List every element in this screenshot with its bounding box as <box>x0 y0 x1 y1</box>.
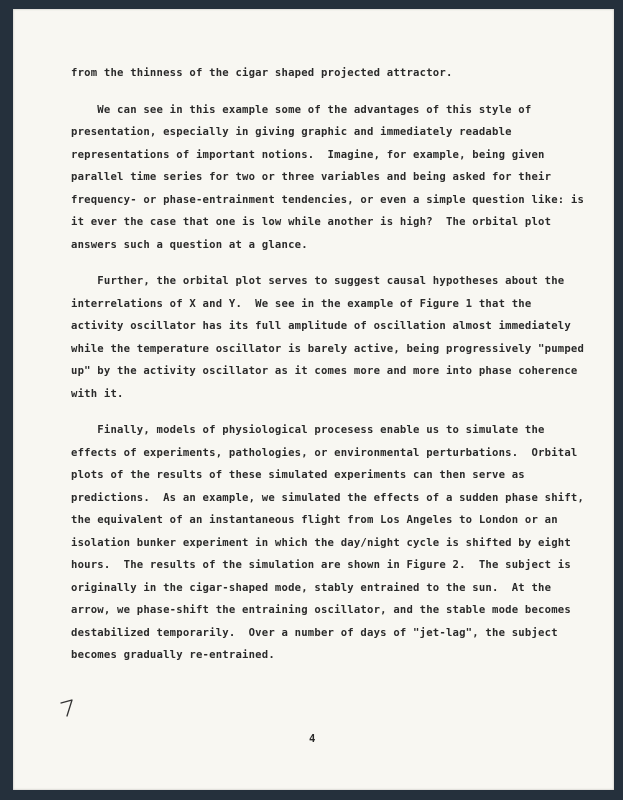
text-line: plots of the results of these simulated experiments can then serve as <box>71 469 525 481</box>
document-body <box>71 62 585 667</box>
text-line: originally in the cigar-shaped mode, stably entrained to the sun. At the <box>71 581 552 594</box>
text-line: it ever the case that one is low while another is high? The orbital plot <box>71 216 552 228</box>
page-number: 4 <box>309 733 316 745</box>
text-line: interrelations of X and Y. We see in the example of Figure 1 that the <box>71 297 532 310</box>
text-line: up" by the activity oscillator as it comes more and more into phase coherence <box>71 365 578 377</box>
text-line: parallel time series for two or three variables and being asked for their <box>71 171 552 183</box>
text-line: activity oscillator has its full amplitude of oscillation almost immediately <box>71 320 571 332</box>
text-line: becomes gradually re-entrained. <box>71 649 275 661</box>
paragraph-gap <box>71 85 553 99</box>
text-line: Finally, models of physiological procesess enable us to simulate the <box>71 424 545 436</box>
handwritten-mark <box>58 697 80 719</box>
document-page <box>13 9 614 790</box>
text-line: hours. The results of the simulation are shown in Figure 2. The subject is <box>71 559 571 571</box>
text-line: with it. <box>71 387 124 400</box>
text-line: isolation bunker experiment in which the day/night cycle is shifted by eight <box>71 536 571 549</box>
text-line: frequency- or phase-entrainment tendencies, or even a simple question like: is <box>71 193 585 206</box>
text-line: predictions. As an example, we simulated the effects of a sudden phase shift, <box>71 491 585 504</box>
paragraph-gap <box>71 405 553 419</box>
paragraph-gap <box>71 256 553 270</box>
text-line: effects of experiments, pathologies, or environmental perturbations. Orbital <box>71 446 578 459</box>
text-line: the equivalent of an instantaneous flight from Los Angeles to London or an <box>71 514 558 526</box>
text-line: from the thinness of the cigar shaped projected attractor. <box>71 67 453 79</box>
text-line: destabilized temporarily. Over a number of days of "jet-lag", the subject <box>71 626 558 639</box>
text-line: Further, the orbital plot serves to suggest causal hypotheses about the <box>71 275 565 287</box>
text-line: representations of important notions. Imagine, for example, being given <box>71 148 545 161</box>
text-line: while the temperature oscillator is barely active, being progressively "pumped <box>71 342 585 355</box>
text-line: answers such a question at a glance. <box>71 238 308 251</box>
text-line: We can see in this example some of the advantages of this style of <box>71 103 532 116</box>
text-line: presentation, especially in giving graphic and immediately readable <box>71 126 512 138</box>
text-line: arrow, we phase-shift the entraining oscillator, and the stable mode becomes <box>71 604 571 616</box>
